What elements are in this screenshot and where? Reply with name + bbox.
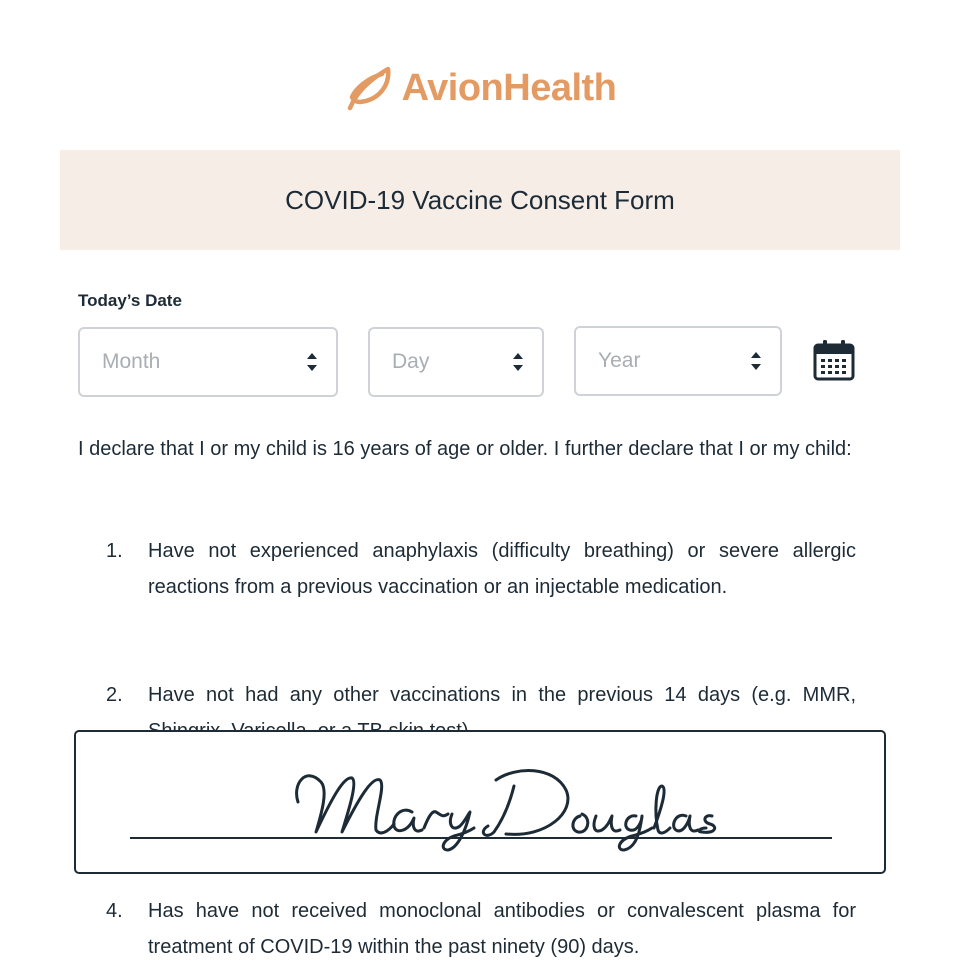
year-placeholder: Year <box>598 349 641 372</box>
select-arrows-icon <box>750 350 762 372</box>
calendar-icon[interactable] <box>812 338 856 382</box>
list-item-number: 2. <box>106 684 123 706</box>
signature-drawing <box>76 732 884 872</box>
logo-text: AvionHealth <box>401 66 617 109</box>
list-item <box>78 893 856 965</box>
list-item-number: 4. <box>106 900 123 922</box>
month-select[interactable] <box>78 327 338 397</box>
list-item-text: Has have not received monoclonal antibodies or convalescent plasma for treatment of COVID-19 within the past ninety (90) days. <box>148 900 856 958</box>
date-label: Today’s Date <box>78 291 182 310</box>
list-item-text: Have not experienced anaphylaxis (difficulty breathing) or severe allergic reactions from a previous vaccination or an injectable medication. <box>148 540 856 598</box>
select-arrows-icon <box>306 351 318 373</box>
list-item <box>78 533 856 605</box>
list-item-number: 1. <box>106 540 123 562</box>
form-title: COVID-19 Vaccine Consent Form <box>285 184 675 215</box>
list-item <box>78 677 856 729</box>
year-select[interactable] <box>574 326 782 396</box>
list-item-text: Have not had any other vaccinations in the previous 14 days (e.g. MMR, <box>148 684 856 706</box>
day-select[interactable] <box>368 327 544 397</box>
leaf-icon <box>344 64 394 112</box>
select-arrows-icon <box>512 351 524 373</box>
form-header-banner <box>60 150 900 250</box>
signature-box[interactable] <box>74 730 886 874</box>
declaration-intro: I declare that I or my child is 16 years of age or older. I further declare that I or my child: <box>78 438 852 460</box>
month-placeholder: Month <box>102 350 161 373</box>
day-placeholder: Day <box>392 350 430 373</box>
logo <box>0 60 960 116</box>
